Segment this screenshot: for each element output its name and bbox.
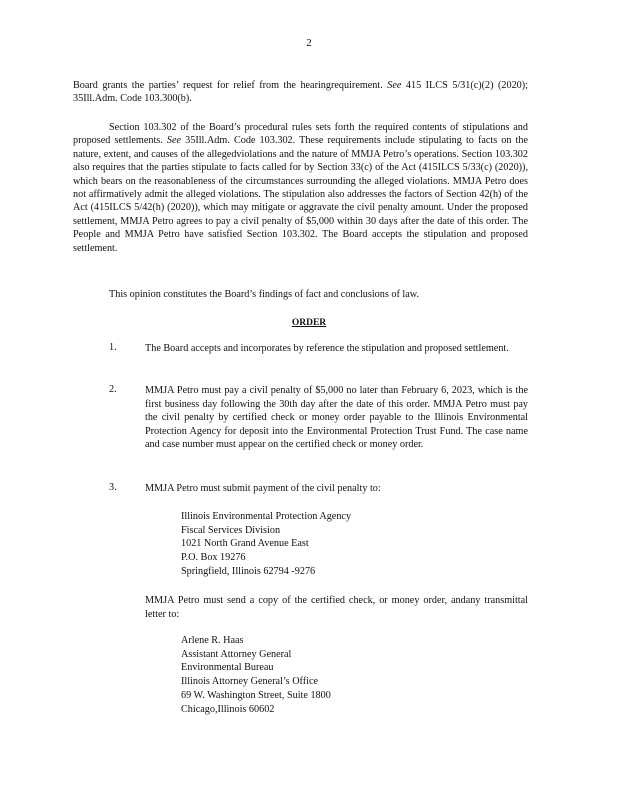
order-heading-text: ORDER — [291, 318, 327, 328]
address-line: Fiscal Services Division — [181, 524, 281, 536]
paragraph-section-103-302 — [73, 121, 528, 255]
order-item-text: MMJA Petro must pay a civil penalty of $5,000 no later than February 6, 2023, which is the first business day following the 30th day after the date of this order. MMJA Petro must pay the civil penalty by certified check or money order payable to the Illinois Environmental Protection Agency for deposit into the Environmental Protection Trust Fund. The case name and case number must appear on the certified check or money order. — [145, 385, 528, 451]
address-line: Illinois Environmental Protection Agency — [181, 511, 352, 522]
paragraph-section-text: Section 103.302 of the Board’s procedural rules sets forth the required contents of stipulations and proposed settlements. — [73, 122, 528, 147]
address-line: Chicago,Illinois 60602 — [181, 703, 275, 715]
address-line: Arlene R. Haas — [181, 635, 244, 646]
paragraph-hearing-relief — [73, 79, 528, 106]
order-item-number: 2. — [109, 384, 117, 395]
page-number: 2 — [306, 37, 312, 49]
paragraph-findings: This opinion constitutes the Board’s findings of fact and conclusions of law. — [109, 289, 420, 300]
copy-recipient-address — [181, 634, 331, 716]
order-item-text-copy: MMJA Petro must send a copy of the certified check, or money order, andany transmittal letter to: — [145, 595, 528, 620]
order-item-text: The Board accepts and incorporates by reference the stipulation and proposed settlement. — [145, 343, 509, 354]
payment-address — [181, 510, 351, 579]
address-line: 69 W. Washington Street, Suite 1800 — [181, 689, 331, 701]
see-signal: See — [166, 135, 182, 147]
order-heading — [0, 318, 618, 328]
paragraph-hearing-relief-text: Board grants the parties’ request for relief from the hearingrequirement. — [73, 80, 383, 91]
address-line: Springfield, Illinois 62794 -9276 — [181, 565, 316, 577]
paragraph-hearing-relief-citation: 415 ILCS 5/31(c)(2) (2020); 35Ill.Adm. Code 103.300(b). — [73, 80, 528, 105]
address-line: Environmental Bureau — [181, 662, 274, 674]
order-item-text: MMJA Petro must submit payment of the civil penalty to: — [145, 483, 381, 494]
address-line: Assistant Attorney General — [181, 648, 292, 660]
address-line: 1021 North Grand Avenue East — [181, 538, 309, 550]
address-line: P.O. Box 19276 — [181, 552, 246, 564]
order-item-number: 1. — [109, 342, 117, 353]
paragraph-section-text-cont: 35Ill.Adm. Code 103.302. These requirements include stipulating to facts on the nature, extent, and causes of the allegedviolations and the nature of MMJA Petro’s operations. Section 103.302 also requires that the parties stipulate to facts called for by Section 33(c) of the Act (415ILCS 5/33(c) (2020)), which bears on the reasonableness of the circumstances surrounding the alleged violations. MMJA Petro does not affirmatively admit the alleged violations. The stipulation also addresses the factors of Section 42(h) of the Act (415ILCS 5/42(h) (2020)), which may mitigate or aggravate the civil penalty amount. Under the proposed settlement, MMJA Petro agrees to pay a civil penalty of $5,000 within 30 days after the date of this order. The People and MMJA Petro have satisfied Section 103.302. The Board accepts the stipulation and proposed settlement. — [73, 135, 529, 254]
order-item-number: 3. — [109, 482, 117, 493]
see-signal: See — [387, 80, 402, 91]
address-line: Illinois Attorney General’s Office — [181, 676, 319, 688]
